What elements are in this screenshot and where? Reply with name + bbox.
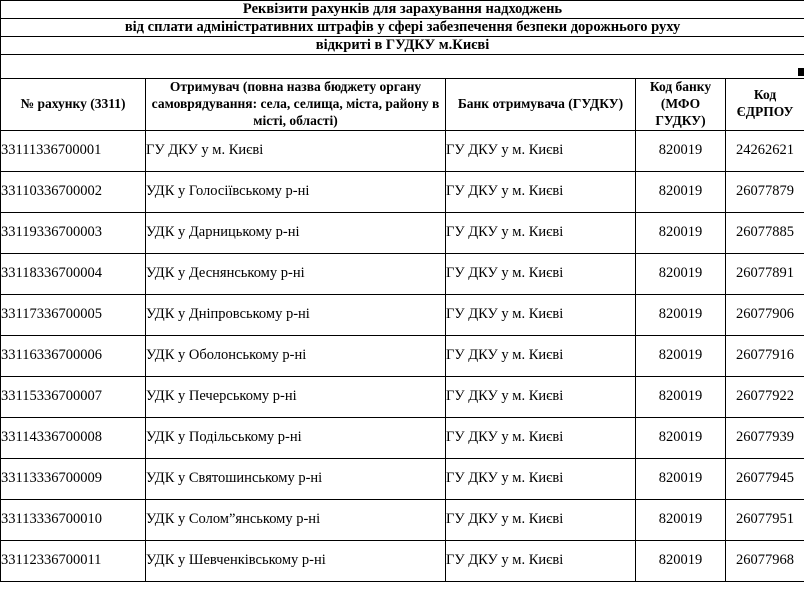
- cell-bank: ГУ ДКУ у м. Києві: [446, 253, 636, 294]
- cell-edrpou: 26077916: [726, 335, 804, 376]
- table-row: [1, 540, 804, 581]
- cell-bank: ГУ ДКУ у м. Києві: [446, 171, 636, 212]
- cell-mfo: 820019: [636, 294, 726, 335]
- cell-bank: ГУ ДКУ у м. Києві: [446, 335, 636, 376]
- cell-account: 33110336700002: [1, 171, 146, 212]
- table-row: [1, 335, 804, 376]
- document-title-line-2: від сплати адміністративних штрафів у сфері забезпечення безпеки дорожнього руху: [1, 19, 804, 37]
- cell-edrpou: 24262621: [726, 130, 804, 171]
- cell-mfo: 820019: [636, 335, 726, 376]
- cell-receiver: УДК у Солом”янському р-ні: [146, 499, 446, 540]
- table-row: [1, 417, 804, 458]
- cell-account: 33113336700009: [1, 458, 146, 499]
- cell-account: 33112336700011: [1, 540, 146, 581]
- cell-bank: ГУ ДКУ у м. Києві: [446, 376, 636, 417]
- document-title-line-1: Реквізити рахунків для зарахування надходжень: [1, 1, 804, 19]
- cell-receiver: УДК у Дарницькому р-ні: [146, 212, 446, 253]
- cell-bank: ГУ ДКУ у м. Києві: [446, 212, 636, 253]
- cell-edrpou: 26077879: [726, 171, 804, 212]
- header-account: № рахунку (3311): [1, 79, 146, 131]
- cell-bank: ГУ ДКУ у м. Києві: [446, 540, 636, 581]
- table-row: [1, 130, 804, 171]
- cell-receiver: ГУ ДКУ у м. Києві: [146, 130, 446, 171]
- cell-account: 33111336700001: [1, 130, 146, 171]
- table-row: [1, 212, 804, 253]
- cell-receiver: УДК у Голосіївському р-ні: [146, 171, 446, 212]
- title-row-2: [1, 19, 804, 37]
- cell-edrpou: 26077939: [726, 417, 804, 458]
- cell-edrpou: 26077906: [726, 294, 804, 335]
- cell-mfo: 820019: [636, 171, 726, 212]
- table-row: [1, 253, 804, 294]
- cell-edrpou: 26077945: [726, 458, 804, 499]
- cell-receiver: УДК у Святошинському р-ні: [146, 458, 446, 499]
- table-header-row: [1, 79, 804, 131]
- cell-edrpou: 26077968: [726, 540, 804, 581]
- cell-account: 33118336700004: [1, 253, 146, 294]
- table-row: [1, 376, 804, 417]
- title-row-1: [1, 1, 804, 19]
- cell-bank: ГУ ДКУ у м. Києві: [446, 130, 636, 171]
- cell-bank: ГУ ДКУ у м. Києві: [446, 417, 636, 458]
- cell-receiver: УДК у Шевченківському р-ні: [146, 540, 446, 581]
- cell-receiver: УДК у Подільському р-ні: [146, 417, 446, 458]
- cell-mfo: 820019: [636, 376, 726, 417]
- header-mfo: Код банку (МФО ГУДКУ): [636, 79, 726, 131]
- cell-bank: ГУ ДКУ у м. Києві: [446, 458, 636, 499]
- cell-account: 33116336700006: [1, 335, 146, 376]
- title-row-3: [1, 37, 804, 55]
- cell-account: 33114336700008: [1, 417, 146, 458]
- cell-edrpou: 26077885: [726, 212, 804, 253]
- cell-receiver: УДК у Деснянському р-ні: [146, 253, 446, 294]
- cell-edrpou: 26077951: [726, 499, 804, 540]
- cell-mfo: 820019: [636, 417, 726, 458]
- cell-mfo: 820019: [636, 540, 726, 581]
- header-edrpou: Код ЄДРПОУ: [726, 79, 804, 131]
- cell-receiver: УДК у Печерському р-ні: [146, 376, 446, 417]
- cell-account: 33117336700005: [1, 294, 146, 335]
- table-row: [1, 294, 804, 335]
- cell-receiver: УДК у Дніпровському р-ні: [146, 294, 446, 335]
- table-row: [1, 458, 804, 499]
- cell-account: 33113336700010: [1, 499, 146, 540]
- document-title-line-3: відкриті в ГУДКУ м.Києві: [1, 37, 804, 55]
- header-receiver: Отримувач (повна назва бюджету органу самоврядування: села, селища, міста, району в місті, області): [146, 79, 446, 131]
- table-row: [1, 499, 804, 540]
- cell-edrpou: 26077891: [726, 253, 804, 294]
- cell-mfo: 820019: [636, 458, 726, 499]
- header-bank: Банк отримувача (ГУДКУ): [446, 79, 636, 131]
- cell-account: 33115336700007: [1, 376, 146, 417]
- spacer-cell: [1, 55, 804, 79]
- cell-mfo: 820019: [636, 253, 726, 294]
- cell-account: 33119336700003: [1, 212, 146, 253]
- cell-mfo: 820019: [636, 212, 726, 253]
- cell-mfo: 820019: [636, 130, 726, 171]
- cell-mfo: 820019: [636, 499, 726, 540]
- cell-bank: ГУ ДКУ у м. Києві: [446, 499, 636, 540]
- table-row: [1, 171, 804, 212]
- spacer-row: [1, 55, 804, 79]
- cell-edrpou: 26077922: [726, 376, 804, 417]
- cell-receiver: УДК у Оболонському р-ні: [146, 335, 446, 376]
- cell-bank: ГУ ДКУ у м. Києві: [446, 294, 636, 335]
- page-corner-mark: [798, 68, 804, 76]
